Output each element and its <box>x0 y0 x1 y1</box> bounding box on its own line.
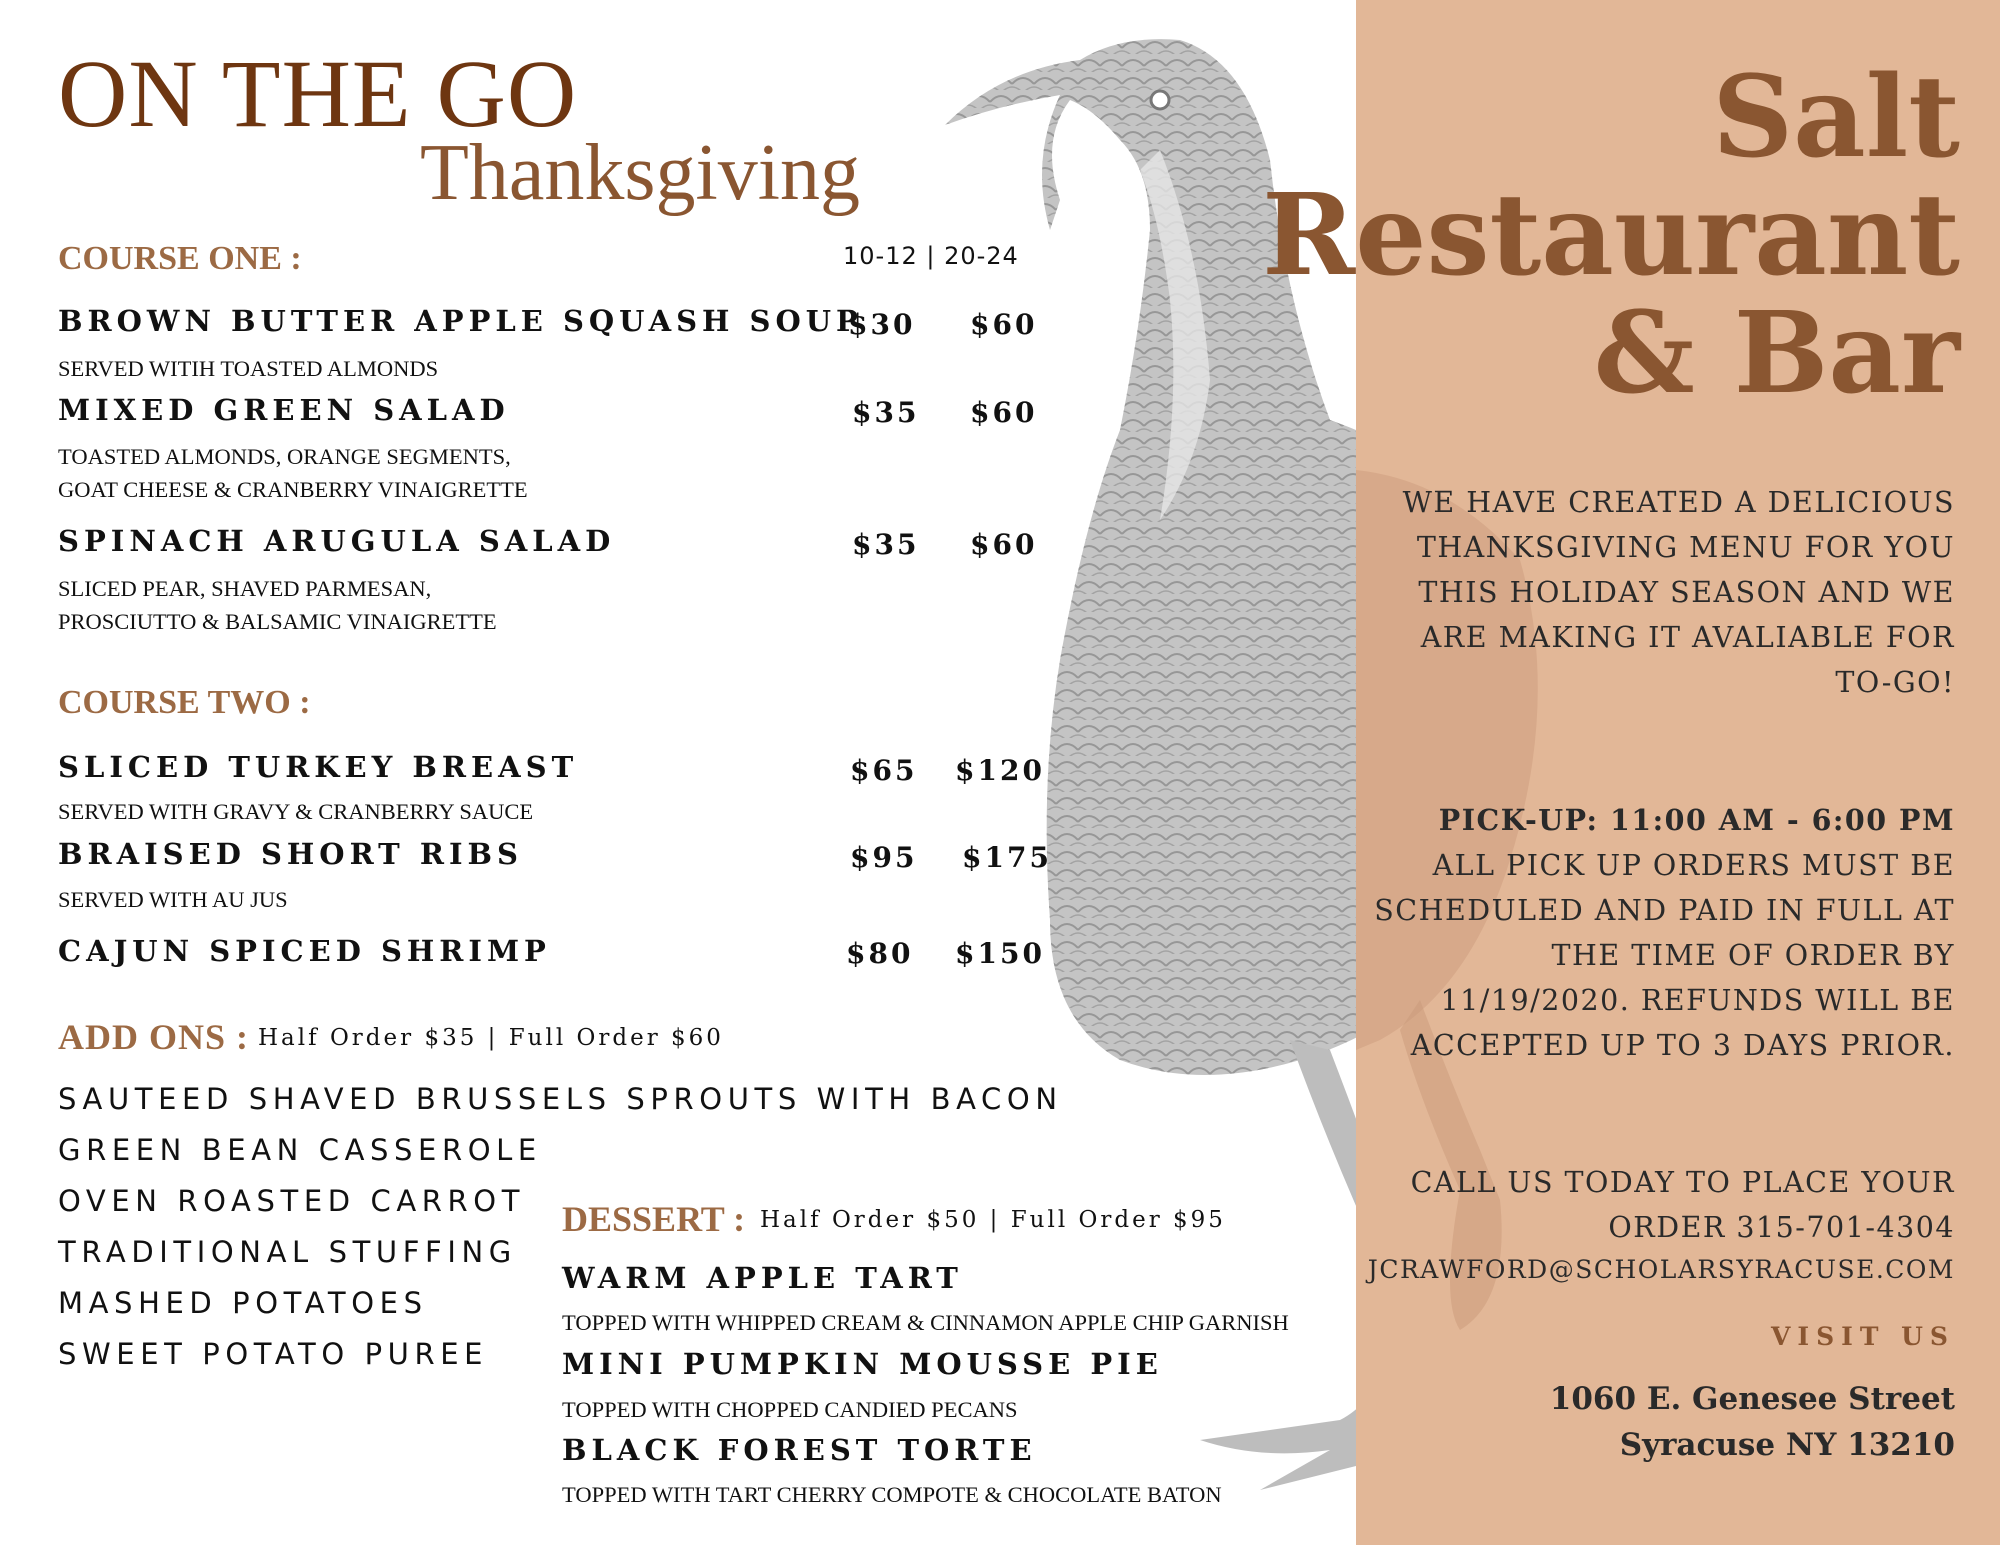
menu-item-desc: SERVED WITH GRAVY & CRANBERRY SAUCE <box>58 799 534 824</box>
add-on-item: TRADITIONAL STUFFING <box>58 1235 517 1269</box>
price-large: $150 <box>955 937 1045 970</box>
intro-line: THANKSGIVING MENU FOR YOU <box>1416 531 1955 564</box>
intro-line: TO-GO! <box>1835 666 1955 699</box>
visit-us-heading: VISIT US <box>1770 1322 1955 1351</box>
menu-item-name: SLICED TURKEY BREAST <box>58 750 579 784</box>
dessert-item-desc: TOPPED WITH WHIPPED CREAM & CINNAMON APPLE CHIP GARNISH <box>562 1310 1289 1335</box>
add-on-item: OVEN ROASTED CARROT <box>58 1184 526 1218</box>
contact-paragraph <box>1411 1160 1955 1250</box>
dessert-heading: DESSERT : <box>562 1199 746 1239</box>
menu-item-desc: GOAT CHEESE & CRANBERRY VINAIGRETTE <box>58 477 528 502</box>
price-large: $60 <box>970 308 1038 341</box>
menu-item-name: BROWN BUTTER APPLE SQUASH SOUP <box>58 304 863 338</box>
portion-size-header: 10-12 | 20-24 <box>843 242 1019 270</box>
price-small: $35 <box>852 396 920 429</box>
address <box>1550 1376 1955 1468</box>
dessert-item-name: WARM APPLE TART <box>562 1261 963 1295</box>
brand-line-1: Salt <box>1712 52 1960 183</box>
pickup-line: 11/19/2020. REFUNDS WILL BE <box>1440 984 1955 1017</box>
menu-item-name: CAJUN SPICED SHRIMP <box>58 934 551 968</box>
add-ons-heading: ADD ONS : <box>58 1017 250 1057</box>
dessert-item-name: MINI PUMPKIN MOUSSE PIE <box>562 1347 1163 1381</box>
price-large: $120 <box>955 754 1045 787</box>
dessert-pricing-note: Half Order $50 | Full Order $95 <box>760 1207 1226 1233</box>
price-small: $35 <box>852 528 920 561</box>
pickup-line: ALL PICK UP ORDERS MUST BE <box>1432 849 1955 882</box>
add-on-item: SWEET POTATO PUREE <box>58 1337 489 1371</box>
menu-item-desc: PROSCIUTTO & BALSAMIC VINAIGRETTE <box>58 609 497 634</box>
course-one-heading: COURSE ONE : <box>58 240 302 277</box>
menu-item-name: SPINACH ARUGULA SALAD <box>58 524 616 558</box>
address-street: 1060 E. Genesee Street <box>1549 1381 1955 1417</box>
menu-item-name: MIXED GREEN SALAD <box>58 393 510 427</box>
intro-line: ARE MAKING IT AVALIABLE FOR <box>1420 621 1955 654</box>
course-two-heading: COURSE TWO : <box>58 684 311 721</box>
brand-line-2: Restaurant <box>1262 170 1960 301</box>
price-large: $175 <box>962 841 1052 874</box>
add-ons-pricing-note: Half Order $35 | Full Order $60 <box>258 1025 724 1051</box>
pickup-line: THE TIME OF ORDER BY <box>1551 939 1955 972</box>
dessert-item-desc: TOPPED WITH CHOPPED CANDIED PECANS <box>562 1397 1018 1422</box>
menu-item-name: BRAISED SHORT RIBS <box>58 837 523 871</box>
add-on-item: SAUTEED SHAVED BRUSSELS SPROUTS WITH BACON <box>58 1082 1063 1116</box>
intro-line: WE HAVE CREATED A DELICIOUS <box>1402 486 1955 519</box>
price-small: $80 <box>846 937 914 970</box>
price-small: $30 <box>848 308 916 341</box>
price-small: $95 <box>850 841 918 874</box>
price-small: $65 <box>850 754 918 787</box>
price-large: $60 <box>970 528 1038 561</box>
add-on-item: MASHED POTATOES <box>58 1286 428 1320</box>
dessert-item-desc: TOPPED WITH TART CHERRY COMPOTE & CHOCOLATE BATON <box>562 1482 1222 1507</box>
brand-line-3: & Bar <box>1593 288 1960 419</box>
address-city: Syracuse NY 13210 <box>1619 1427 1955 1463</box>
add-on-item: GREEN BEAN CASSEROLE <box>58 1133 542 1167</box>
pickup-hours: PICK-UP: 11:00 AM - 6:00 PM <box>1438 803 1955 837</box>
intro-line: THIS HOLIDAY SEASON AND WE <box>1418 576 1955 609</box>
price-large: $60 <box>970 396 1038 429</box>
menu-item-desc: TOASTED ALMONDS, ORANGE SEGMENTS, <box>58 444 511 469</box>
menu-item-desc: SERVED WITIH TOASTED ALMONDS <box>58 356 439 381</box>
menu-title: ON THE GO <box>58 40 578 147</box>
pickup-line: SCHEDULED AND PAID IN FULL AT <box>1374 894 1955 927</box>
contact-email: JCRAWFORD@SCHOLARSYRACUSE.COM <box>1367 1255 1955 1284</box>
pickup-line: ACCEPTED UP TO 3 DAYS PRIOR. <box>1410 1029 1955 1062</box>
pickup-paragraph <box>1374 798 1955 1068</box>
contact-line: CALL US TODAY TO PLACE YOUR <box>1410 1166 1955 1199</box>
menu-subtitle: Thanksgiving <box>420 129 860 217</box>
menu-item-desc: SLICED PEAR, SHAVED PARMESAN, <box>58 576 432 601</box>
menu-item-desc: SERVED WITH AU JUS <box>58 887 288 912</box>
contact-phone-line: ORDER 315-701-4304 <box>1608 1211 1955 1244</box>
dessert-item-name: BLACK FOREST TORTE <box>562 1433 1037 1467</box>
intro-paragraph <box>1403 480 1955 705</box>
